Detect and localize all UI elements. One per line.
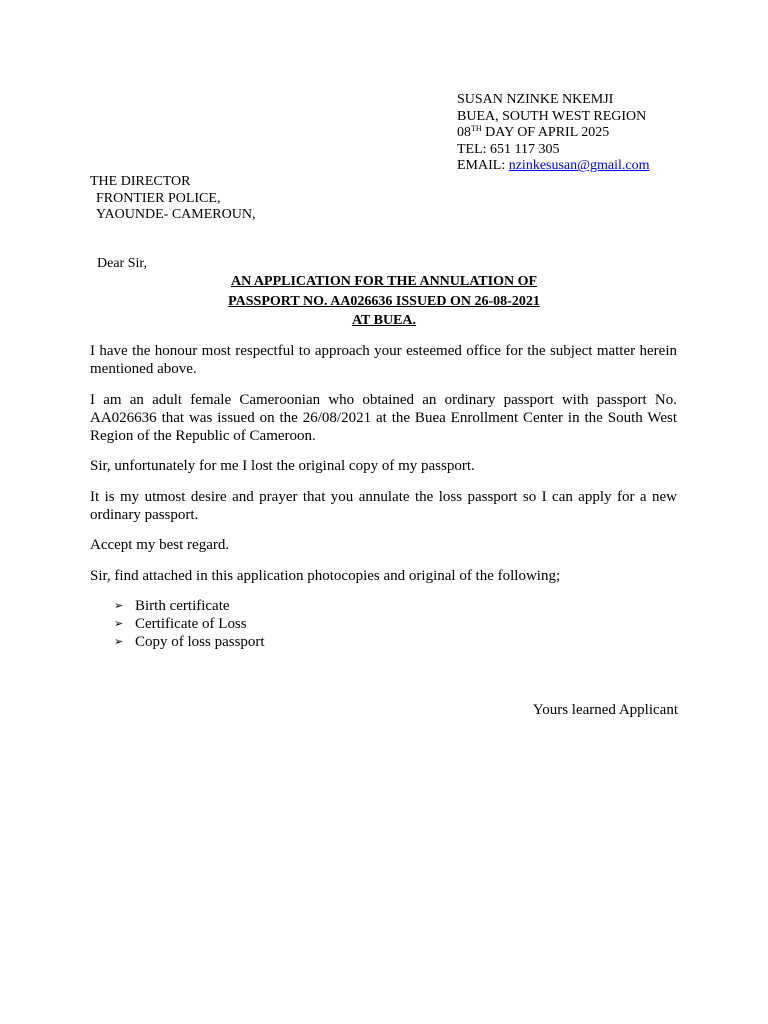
body-paragraph-3: Sir, unfortunately for me I lost the original copy of my passport.: [90, 458, 475, 474]
recipient-city: YAOUNDE- CAMEROUN,: [96, 207, 256, 223]
date-ordinal-suffix: TH: [471, 124, 482, 134]
letter-body: [90, 342, 677, 651]
body-paragraph-4: It is my utmost desire and prayer that you annulate the loss passport so I can apply for a new ordinary passport.: [90, 488, 677, 523]
body-paragraph-2: I am an adult female Cameroonian who obtained an ordinary passport with passport No. AA026636 that was issued on the 26/08/2021 at the Buea Enrollment Center in the South West Region of the Republic of Cameroon.: [90, 391, 677, 444]
list-item: [114, 615, 677, 633]
subject-line-1: AN APPLICATION FOR THE ANNULATION OF: [230, 274, 538, 289]
list-item: [114, 633, 677, 651]
sender-location: BUEA, SOUTH WEST REGION: [457, 108, 647, 124]
attachment-label: Copy of loss passport: [135, 634, 265, 650]
recipient-title: THE DIRECTOR: [90, 174, 191, 189]
letter-date: [457, 125, 650, 142]
arrow-bullet-icon: ➢: [114, 617, 124, 630]
date-day: 08: [457, 125, 471, 141]
subject-line-3: AT BUEA.: [351, 313, 417, 328]
body-paragraph-6: Sir, find attached in this application photocopies and original of the following;: [90, 567, 561, 584]
sender-telephone: TEL: 651 117 305: [457, 141, 560, 157]
closing-signoff: Yours learned Applicant: [532, 702, 678, 718]
attachment-label: Certificate of Loss: [135, 616, 247, 632]
attachments-list: [90, 597, 677, 651]
arrow-bullet-icon: ➢: [114, 635, 124, 648]
attachment-label: Birth certificate: [135, 598, 230, 614]
recipient-address-block: [90, 174, 255, 224]
sender-email-line: [457, 158, 650, 175]
recipient-organization: FRONTIER POLICE,: [96, 190, 221, 206]
sender-name: SUSAN NZINKE NKEMJI: [457, 92, 614, 107]
list-item: [114, 597, 677, 615]
email-link[interactable]: nzinkesusan@gmail.com: [508, 158, 650, 174]
salutation: Dear Sir,: [97, 256, 147, 271]
arrow-bullet-icon: ➢: [114, 599, 124, 612]
subject-line-2: PASSPORT NO. AA026636 ISSUED ON 26-08-2021: [228, 293, 540, 309]
sender-address-block: [457, 92, 650, 175]
body-paragraph-1: I have the honour most respectful to approach your esteemed office for the subject matter herein mentioned above.: [90, 343, 677, 377]
email-label: EMAIL:: [457, 158, 509, 174]
date-rest: DAY OF APRIL 2025: [481, 125, 610, 141]
subject-heading: [90, 272, 678, 331]
body-paragraph-5: Accept my best regard.: [90, 537, 230, 553]
